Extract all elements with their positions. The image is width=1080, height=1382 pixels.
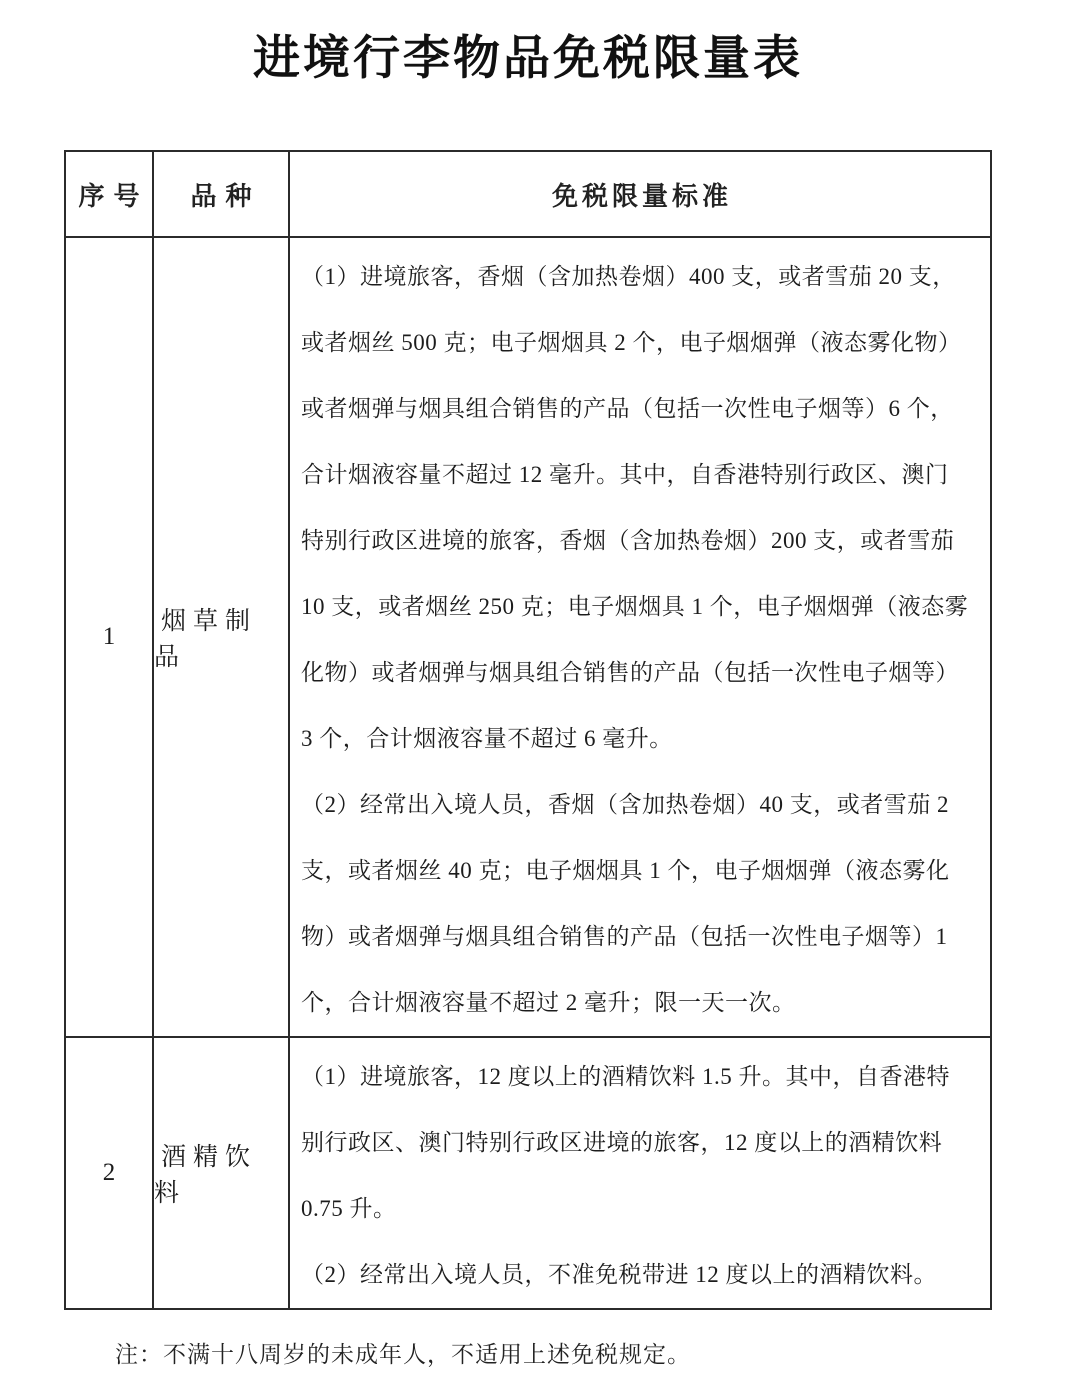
text-line: 化物）或者烟弹与烟具组合销售的产品（包括一次性电子烟等） bbox=[301, 660, 959, 685]
text-line: 个，合计烟液容量不超过 2 毫升；限一天一次。 bbox=[301, 990, 796, 1015]
table-row-alcohol bbox=[66, 1038, 990, 1308]
table-row-tobacco bbox=[66, 238, 990, 1038]
serial-number-cell: 2 bbox=[66, 1038, 154, 1308]
header-serial-number: 序号 bbox=[66, 152, 154, 238]
table-header-row bbox=[66, 152, 990, 238]
duty-free-limit-table bbox=[64, 150, 992, 1310]
footnote: 注：不满十八周岁的未成年人，不适用上述免税规定。 bbox=[115, 1342, 691, 1367]
category-cell: 酒精饮料 bbox=[154, 1038, 290, 1308]
category-cell: 烟草制品 bbox=[154, 238, 290, 1038]
serial-number-cell: 1 bbox=[66, 238, 154, 1038]
limit-standard-cell bbox=[290, 238, 990, 1038]
text-line: 或者烟弹与烟具组合销售的产品（包括一次性电子烟等）6 个， bbox=[301, 396, 954, 421]
text-line: 0.75 升。 bbox=[301, 1196, 397, 1221]
text-line: 合计烟液容量不超过 12 毫升。其中，自香港特别行政区、澳门 bbox=[301, 462, 949, 487]
limit-standard-cell bbox=[290, 1038, 990, 1308]
text-line: 别行政区、澳门特别行政区进境的旅客，12 度以上的酒精饮料 bbox=[301, 1130, 943, 1155]
text-line: 支，或者烟丝 40 克；电子烟烟具 1 个，电子烟烟弹（液态雾化 bbox=[301, 858, 950, 883]
text-line: （1）进境旅客，12 度以上的酒精饮料 1.5 升。其中，自香港特 bbox=[301, 1064, 950, 1089]
text-line: 特别行政区进境的旅客，香烟（含加热卷烟）200 支，或者雪茄 bbox=[301, 528, 955, 553]
page-title: 进境行李物品免税限量表 bbox=[253, 33, 803, 85]
text-line: （2）经常出入境人员，不准免税带进 12 度以上的酒精饮料。 bbox=[301, 1262, 937, 1287]
text-line: 或者烟丝 500 克；电子烟烟具 2 个，电子烟烟弹（液态雾化物） bbox=[301, 330, 962, 355]
text-line: 物）或者烟弹与烟具组合销售的产品（包括一次性电子烟等）1 bbox=[301, 924, 948, 949]
text-line: 10 支，或者烟丝 250 克；电子烟烟具 1 个，电子烟烟弹（液态雾 bbox=[301, 594, 969, 619]
text-line: 3 个，合计烟液容量不超过 6 毫升。 bbox=[301, 726, 673, 751]
text-line: （1）进境旅客，香烟（含加热卷烟）400 支，或者雪茄 20 支， bbox=[301, 264, 956, 289]
text-line: （2）经常出入境人员，香烟（含加热卷烟）40 支，或者雪茄 2 bbox=[301, 792, 949, 817]
header-limit-standard: 免税限量标准 bbox=[290, 152, 990, 238]
header-category: 品种 bbox=[154, 152, 290, 238]
